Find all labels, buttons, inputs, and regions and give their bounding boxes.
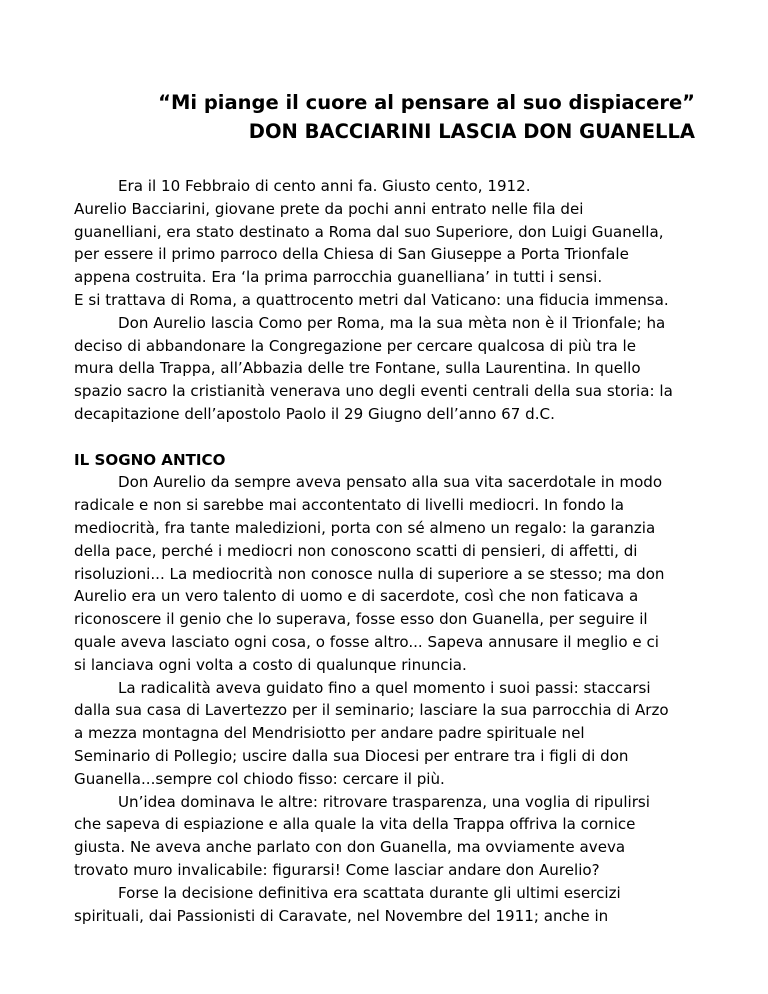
text-line: Era il 10 Febbraio di cento anni fa. Giusto cento, 1912. — [118, 177, 531, 195]
text-line: Don Aurelio lascia Como per Roma, ma la sua mèta non è il Trionfale; ha — [118, 313, 666, 332]
text-line: deciso di abbandonare la Congregazione per cercare qualcosa di più tra le — [74, 336, 637, 355]
title-quote: “Mi piange il cuore al pensare al suo dispiacere” — [158, 91, 695, 114]
text-line: mediocrità, fra tante maledizioni, porta con sé almeno un regalo: la garanzia — [74, 518, 656, 537]
text-line: Aurelio Bacciarini, giovane prete da pochi anni entrato nelle fila dei — [74, 199, 584, 218]
document-title — [158, 88, 695, 146]
text-line: che sapeva di espiazione e alla quale la vita della Trappa offriva la cornice — [74, 815, 636, 834]
text-line: Forse la decisione definitiva era scattata durante gli ultimi esercizi — [118, 883, 621, 902]
text-line: Un’idea dominava le altre: ritrovare trasparenza, una voglia di ripulirsi — [118, 792, 650, 811]
text-line: giusta. Ne aveva anche parlato con don Guanella, ma ovviamente aveva — [74, 838, 626, 857]
document-body — [74, 175, 714, 927]
title-headline: DON BACCIARINI LASCIA DON GUANELLA — [248, 120, 695, 143]
text-line: si lanciava ogni volta a costo di qualunque rinuncia. — [74, 655, 467, 674]
section-heading: IL SOGNO ANTICO — [74, 450, 226, 469]
text-line: a mezza montagna del Mendrisiotto per andare padre spirituale nel — [74, 724, 585, 743]
text-line: quale aveva lasciato ogni cosa, o fosse altro... Sapeva annusare il meglio e ci — [74, 632, 659, 651]
text-line: trovato muro invalicabile: figurarsi! Come lasciar andare don Aurelio? — [74, 860, 600, 879]
text-line: Guanella...sempre col chiodo fisso: cercare il più. — [74, 769, 445, 788]
text-line: spazio sacro la cristianità venerava uno degli eventi centrali della sua storia: la — [74, 382, 673, 401]
text-line: riconoscere il genio che lo superava, fosse esso don Guanella, per seguire il — [74, 610, 648, 629]
text-line: appena costruita. Era ‘la prima parrocchia guanelliana’ in tutti i sensi. — [74, 268, 603, 287]
text-line: della pace, perché i mediocri non conoscono scatti di pensieri, di affetti, di — [74, 541, 638, 560]
text-line: per essere il primo parroco della Chiesa di San Giuseppe a Porta Trionfale — [74, 245, 629, 264]
text-line: spirituali, dai Passionisti di Caravate, nel Novembre del 1911; anche in — [74, 906, 609, 925]
text-line: La radicalità aveva guidato fino a quel momento i suoi passi: staccarsi — [118, 678, 651, 697]
text-line: E si trattava di Roma, a quattrocento metri dal Vaticano: una fiducia immensa. — [74, 290, 669, 309]
text-line: mura della Trappa, all’Abbazia delle tre Fontane, sulla Laurentina. In quello — [74, 359, 641, 378]
text-line: decapitazione dell’apostolo Paolo il 29 Giugno dell’anno 67 d.C. — [74, 404, 555, 423]
text-line: guanelliani, era stato destinato a Roma dal suo Superiore, don Luigi Guanella, — [74, 222, 664, 241]
text-line: Don Aurelio da sempre aveva pensato alla sua vita sacerdotale in modo — [118, 473, 663, 492]
intro-paragraphs — [74, 175, 714, 426]
text-line: risoluzioni... La mediocrità non conosce nulla di superiore a se stesso; ma don — [74, 564, 665, 583]
text-line: radicale e non si sarebbe mai accontentato di livelli mediocri. In fondo la — [74, 496, 624, 515]
paragraph-gap — [74, 426, 714, 449]
section-paragraphs — [74, 471, 714, 927]
text-line: Aurelio era un vero talento di uomo e di sacerdote, così che non faticava a — [74, 587, 639, 606]
text-line: Seminario di Pollegio; uscire dalla sua Diocesi per entrare tra i figli di don — [74, 746, 629, 765]
text-line: dalla sua casa di Lavertezzo per il seminario; lasciare la sua parrocchia di Arzo — [74, 701, 669, 720]
